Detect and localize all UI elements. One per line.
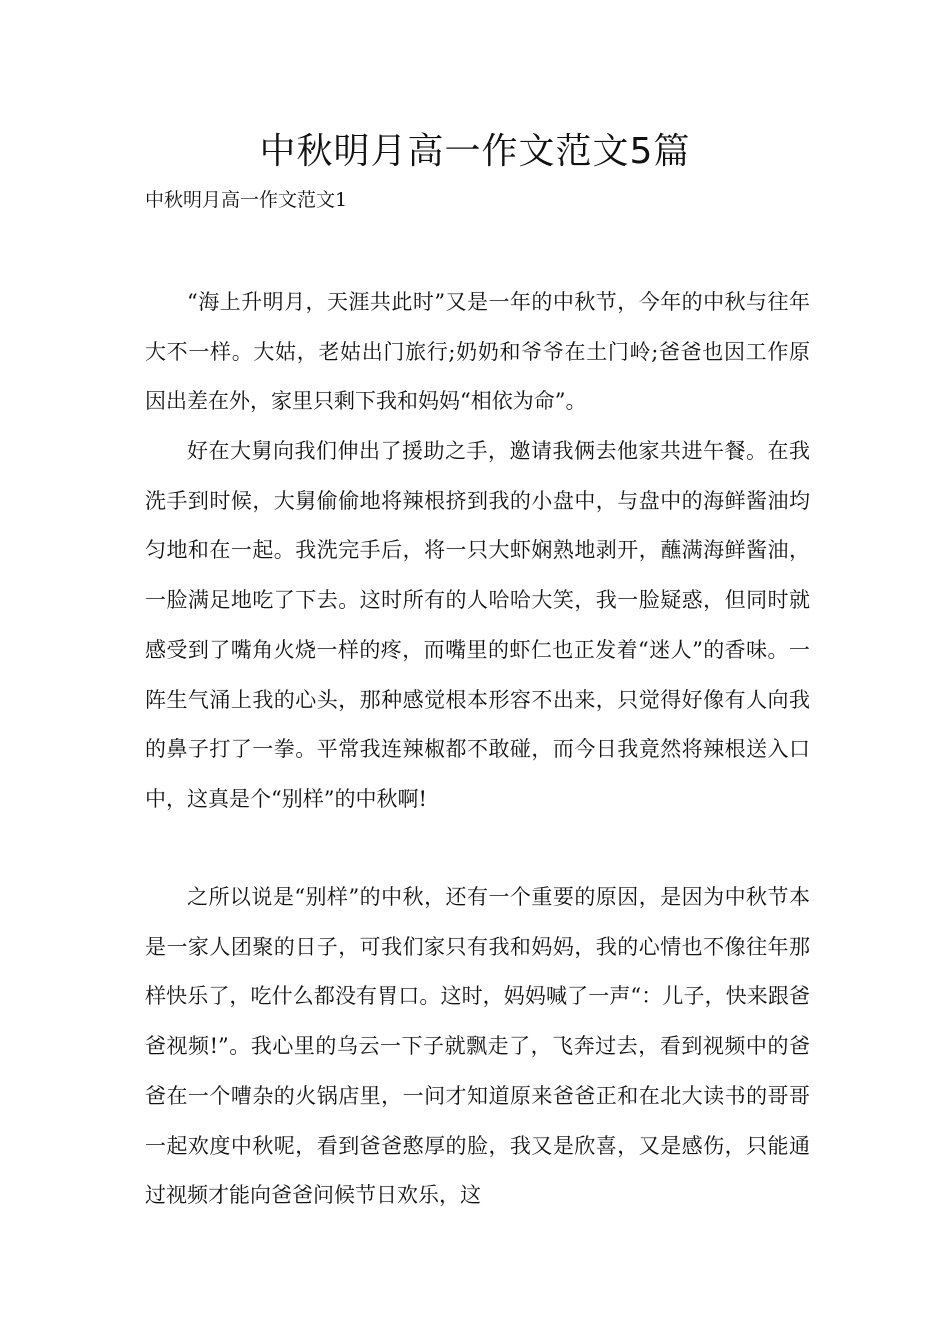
document-title: 中秋明月高一作文范文5篇: [259, 131, 691, 172]
paragraph-1: “海上升明月，天涯共此时”又是一年的中秋节，今年的中秋与往年大不一样。大姑，老姑出门旅行;奶奶和爷爷在土门岭;爸爸也因工作原因出差在外，家里只剩下我和妈妈“相依为命”。: [145, 290, 810, 414]
paragraph-2: 好在大舅向我们伸出了援助之手，邀请我俩去他家共进午餐。在我洗手到时候，大舅偷偷地将辣根挤到我的小盘中，与盘中的海鲜酱油均匀地和在一起。我洗完手后，将一只大虾娴熟地剥开，蘸满海鲜酱油，一脸满足地吃了下去。这时所有的人哈哈大笑，我一脸疑惑，但同时就感受到了嘴角火烧一样的疼，而嘴里的虾仁也正发着“迷人”的香味。一阵生气涌上我的心头，那种感觉根本形容不出来，只觉得好像有人向我的鼻子打了一拳。平常我连辣椒都不敢碰，而今日我竟然将辣根送入口中，这真是个“别样”的中秋啊!: [145, 439, 810, 811]
paragraph-3: 之所以说是“别样”的中秋，还有一个重要的原因，是因为中秋节本是一家人团聚的日子，可我们家只有我和妈妈，我的心情也不像往年那样快乐了，吃什么都没有胃口。这时，妈妈喊了一声“：儿子，快来跟爸爸视频!”。我心里的乌云一下子就飘走了，飞奔过去，看到视频中的爸爸在一个嘈杂的火锅店里，一问才知道原来爸爸正和在北大读书的哥哥一起欢度中秋呢，看到爸爸憨厚的脸，我又是欣喜，又是感伤，只能通过视频才能向爸爸问候节日欢乐，这: [145, 885, 810, 1208]
essay-subtitle: 中秋明月高一作文范文1: [145, 189, 348, 211]
